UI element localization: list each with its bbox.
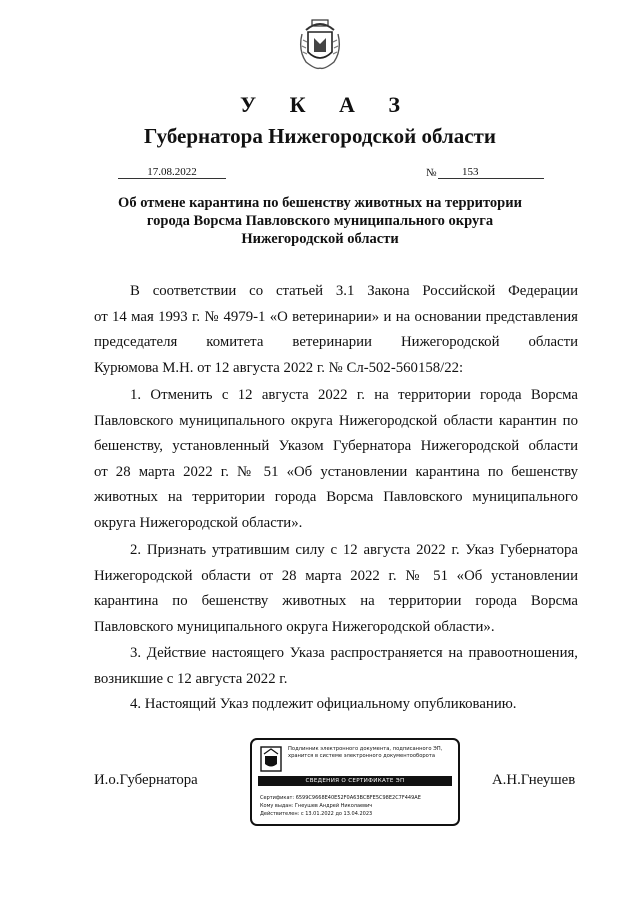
heading-line: города Ворсма Павловского муниципального округа	[146, 213, 494, 229]
signer-name: А.Н.Гнеушев	[492, 772, 576, 788]
text-line: от 28 марта 2022 г. № 51 «Об установлении карантина по бешенству	[94, 463, 578, 480]
certificate-owner: Кому выдан: Гнеушев Андрей Николаевич	[260, 803, 373, 809]
heading-line: Нижегородской области	[241, 231, 399, 247]
text-line: возникшие с 12 августа 2022 г.	[94, 670, 288, 687]
text-line: Павловского муниципального округа Нижегородской области».	[94, 618, 495, 635]
text-line: Павловского муниципального округа Нижегородской области карантин по	[94, 412, 578, 429]
number-label: №	[426, 167, 437, 179]
text-line: 1. Отменить с 12 августа 2022 г. на территории города Ворсма	[130, 387, 578, 403]
item-3-paragraph	[94, 641, 578, 692]
text-line: 2. Признать утратившим силу с 12 августа 2022 г. Указ Губернатора	[130, 542, 578, 558]
text-line: Нижегородской области от 28 марта 2022 г. № 51 «Об установлении	[94, 567, 578, 584]
electronic-signature-stamp	[250, 738, 460, 826]
coat-of-arms-emblem	[298, 16, 342, 72]
document-type-title: У К А З	[239, 92, 415, 117]
certificate-validity: Действителен: с 13.01.2022 до 13.04.2023	[260, 811, 373, 817]
text-line: округа Нижегородской области».	[94, 514, 303, 531]
text-line: бешенству, установленный Указом Губернатора Нижегородской области	[94, 438, 578, 454]
stamp-notice-line: Подлинник электронного документа, подписанного ЭП,	[288, 746, 443, 752]
signer-position: И.о.Губернатора	[94, 772, 198, 788]
document-heading	[100, 194, 540, 248]
certificate-info-bar: СВЕДЕНИЯ О СЕРТИФИКАТЕ ЭП	[258, 776, 452, 786]
text-line: от 14 мая 1993 г. № 4979-1 «О ветеринарии» и на основании представления	[94, 308, 578, 325]
item-1-paragraph	[94, 383, 578, 536]
text-line: 3. Действие настоящего Указа распространяется на правоотношения,	[130, 645, 578, 661]
region-emblem-icon	[260, 746, 282, 772]
text-line: Курюмова М.Н. от 12 августа 2022 г. № Сл-502-560158/22:	[94, 359, 464, 376]
heading-line: Об отмене карантина по бешенству животных на территории	[118, 195, 522, 211]
stamp-notice-line: хранится в системе электронного документооборота	[288, 753, 436, 759]
issuer-title: Губернатора Нижегородской области	[144, 124, 496, 148]
text-line: животных на территории города Ворсма Павловского муниципального	[94, 489, 578, 505]
preamble-paragraph	[94, 279, 578, 381]
text-line: карантина по бешенству животных на территории города Ворсма	[94, 593, 578, 609]
document-number: 153	[438, 166, 544, 179]
item-4-paragraph	[94, 692, 578, 718]
document-date: 17.08.2022	[118, 166, 226, 179]
text-line: председателя комитета ветеринарии Нижегородской области	[94, 334, 578, 350]
text-line: 4. Настоящий Указ подлежит официальному опубликованию.	[130, 696, 517, 712]
item-2-paragraph	[94, 538, 578, 640]
certificate-details	[260, 794, 456, 818]
certificate-number: Сертификат: 6599C9668E40E52F0A63BCBFE5C98E2C7F449AE	[260, 795, 421, 801]
stamp-notice	[288, 746, 456, 760]
text-line: В соответствии со статьей 3.1 Закона Российской Федерации	[130, 283, 578, 299]
